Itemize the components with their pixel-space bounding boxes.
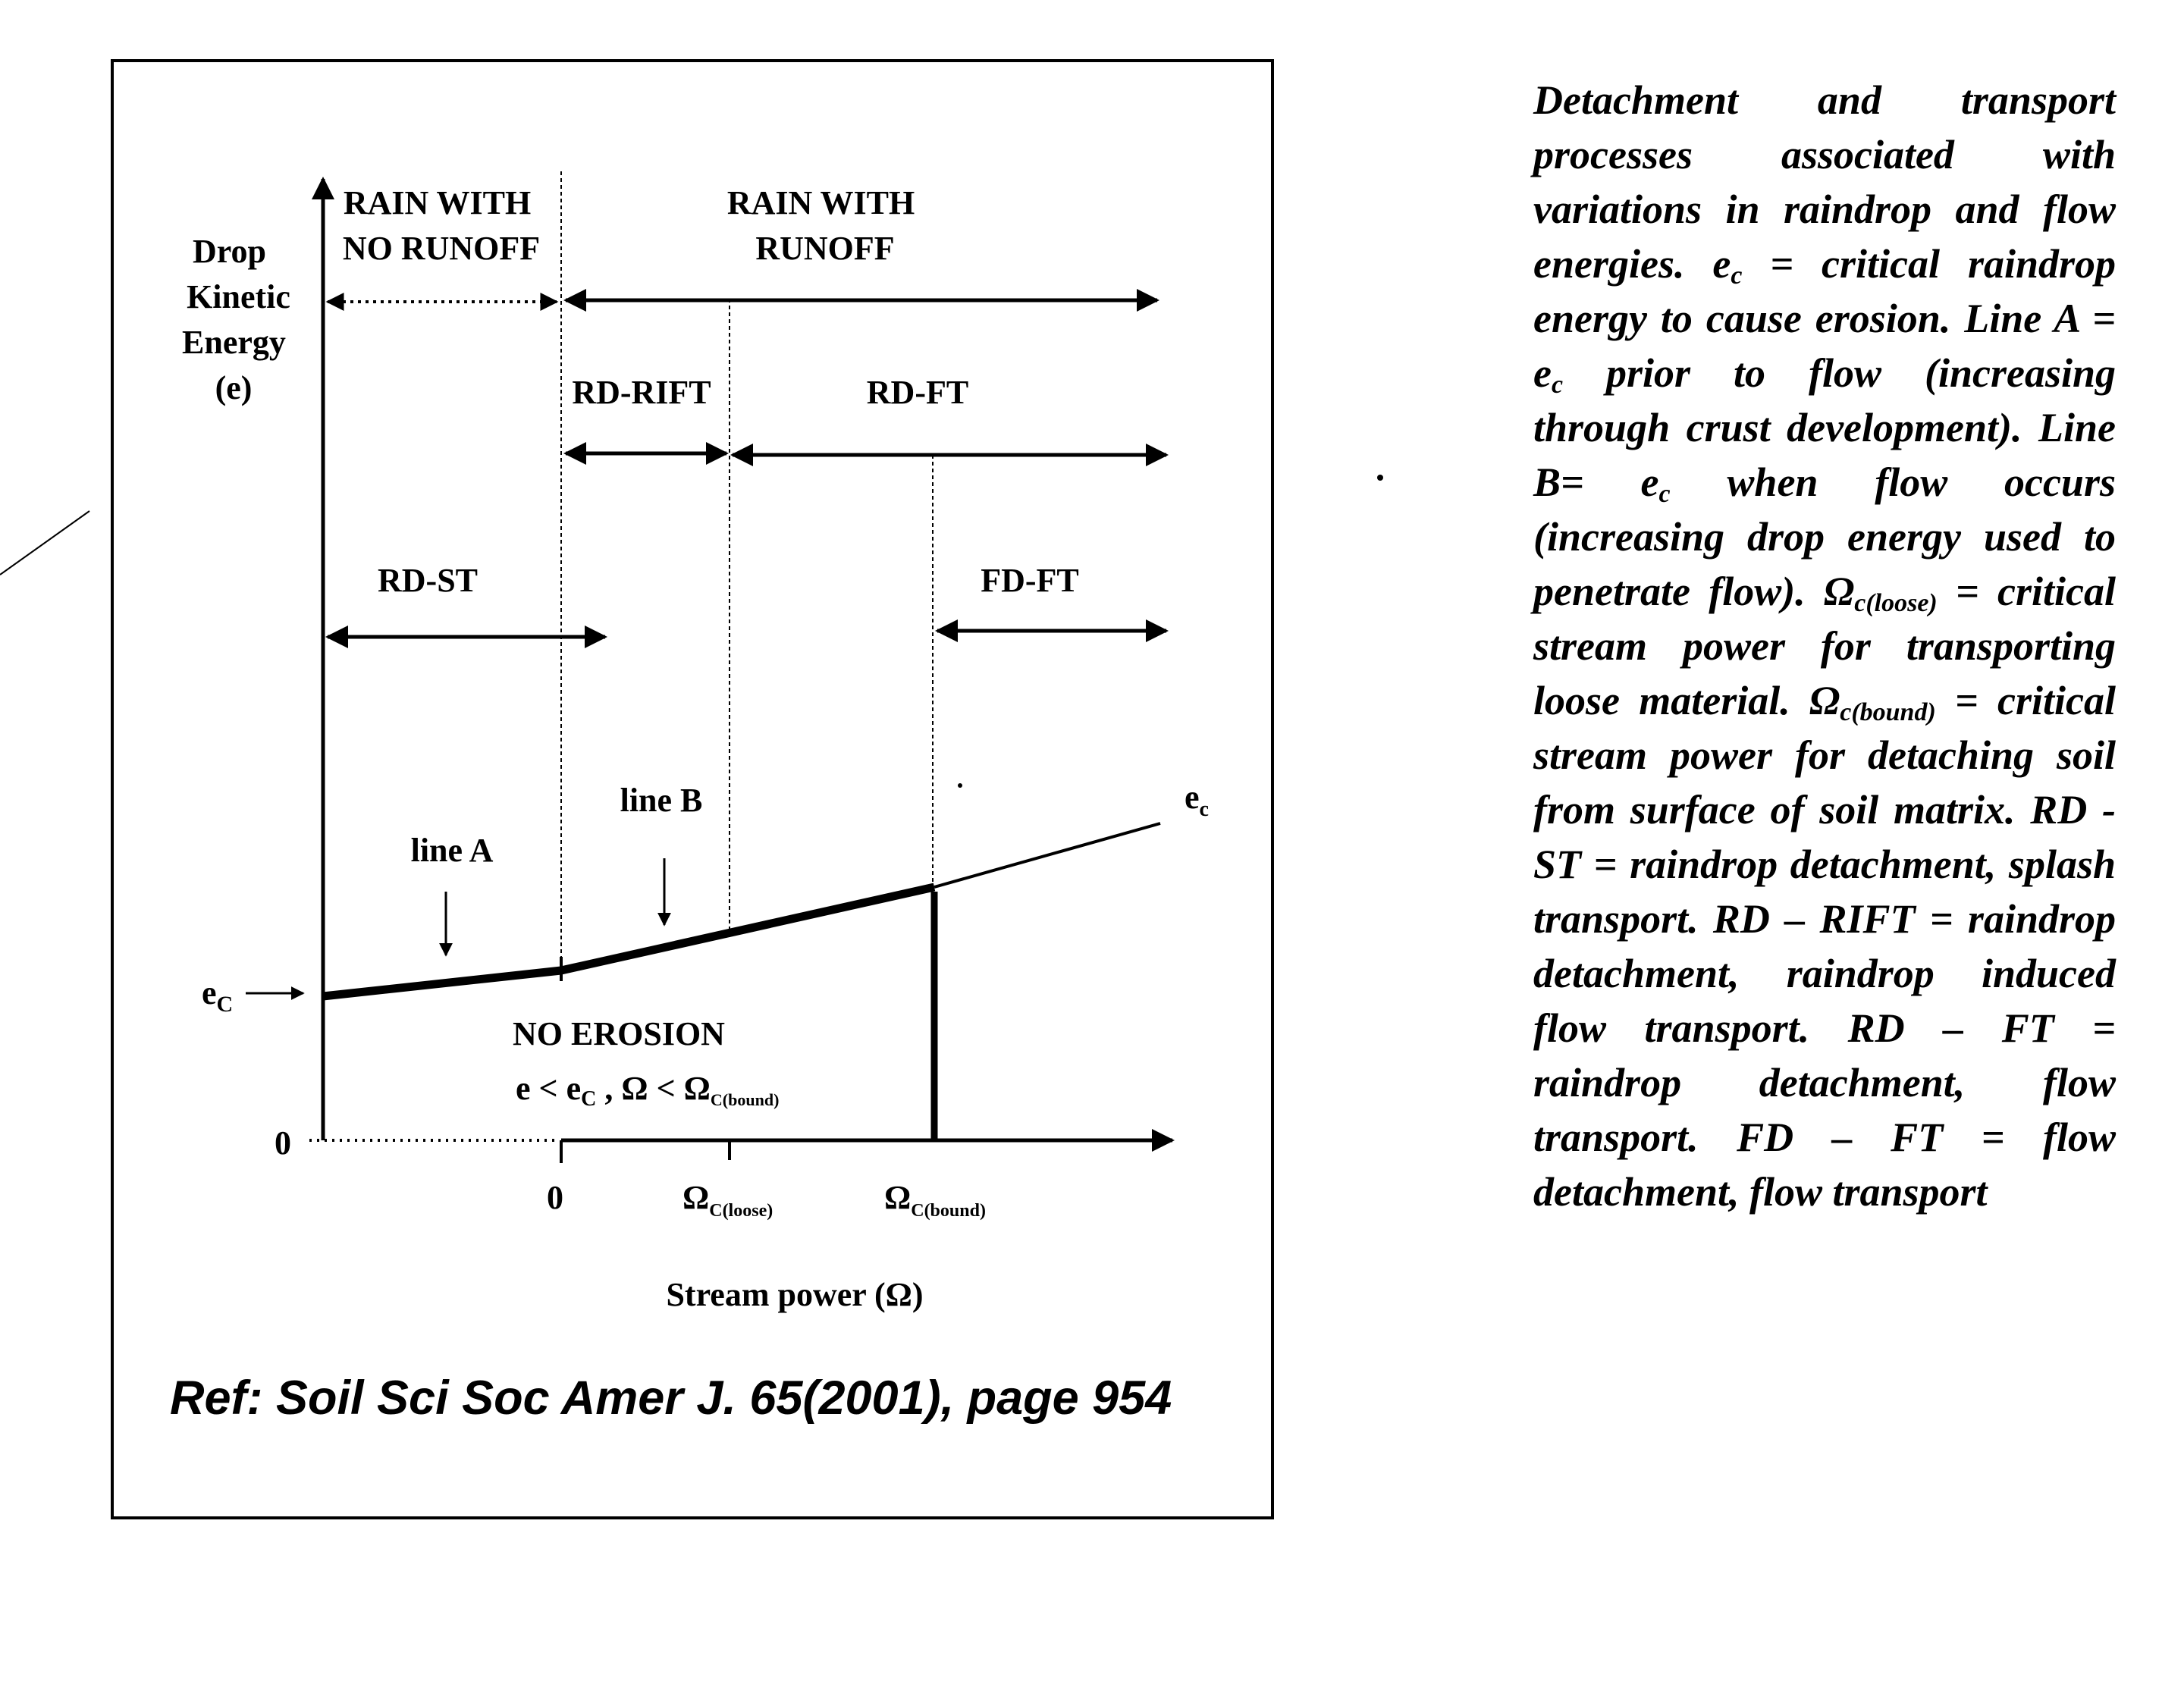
stray-dot — [958, 783, 962, 788]
rd-rift-label: RD-RIFT — [572, 374, 711, 411]
x-tick-zero-label: 0 — [547, 1179, 563, 1216]
line-a-label: line A — [410, 832, 494, 869]
line-b-label: line B — [620, 782, 703, 819]
reference-citation: Ref: Soil Sci Soc Amer J. 65(2001), page 954 — [170, 1372, 1172, 1425]
rd-st-label: RD-ST — [377, 562, 479, 599]
ec-curve-extension — [934, 823, 1160, 887]
y-tick-ec: $e_C$ — [202, 974, 234, 1017]
figure-caption: Detachment and transport processes associated with variations in raindrop and flow energies. $e_c$ = critical raindrop energy to cause erosion. Line $A = e_c$ prior to flow (increasing through crust development). Line $B= e_c$ when flow occurs (increasing drop energy used to penetrate flow). $\Omega_{c(loose)}$ = critical stream power for transporting loose material. $\Omega_{c(bound)}$ = critical stream power for detaching soil from surface of soil matrix. RD - ST = raindrop detachment, splash transport. RD – RIFT = raindrop detachment, raindrop induced flow transport. RD – FT = raindrop detachment, flow transport. FD – FT = flow detachment, flow transport — [1533, 77, 2117, 1215]
x-tick-omega-loose-label: $\Omega_{C(loose)}$ — [682, 1179, 774, 1221]
rd-ft-label: RD-FT — [866, 374, 969, 411]
rain-no-runoff-label: RAIN WITH NO RUNOFF — [342, 184, 541, 267]
y-tick-zero: 0 — [275, 1124, 291, 1162]
fd-ft-label: FD-FT — [981, 562, 1079, 599]
line-b — [561, 887, 934, 970]
x-tick-omega-bound-label: $\Omega_{C(bound)}$ — [884, 1179, 986, 1221]
ec-curve-label: $e_c$ — [1185, 779, 1209, 821]
stray-mark — [0, 511, 89, 575]
y-axis-label: Drop Kinetic Energy (e) — [182, 233, 290, 406]
rain-with-runoff-label: RAIN WITH RUNOFF — [726, 184, 915, 267]
line-a — [323, 970, 561, 996]
stray-dot — [1377, 475, 1383, 481]
no-erosion-condition: e < eC , Ω < ΩC(bound) — [516, 1070, 780, 1111]
no-erosion-title: NO EROSION — [513, 1015, 725, 1052]
x-axis-label: Stream power (Ω) — [666, 1276, 924, 1313]
